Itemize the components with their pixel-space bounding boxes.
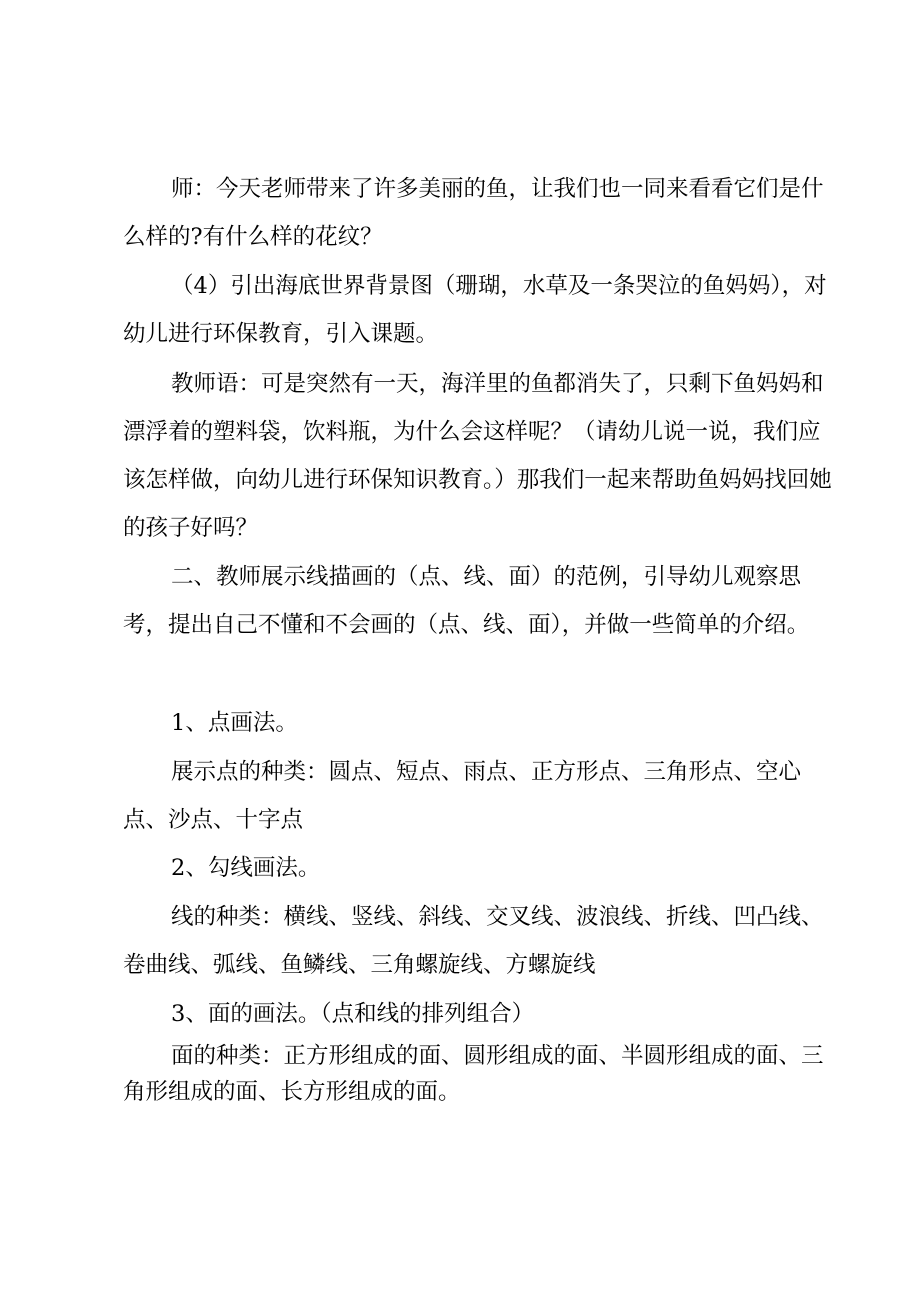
paragraph-surface-types: 面的种类：正方形组成的面、圆形组成的面、半圆形组成的面、三角形组成的面、长方形组成的面。 xyxy=(123,1043,824,1105)
paragraph-dot-types: 展示点的种类：圆点、短点、雨点、正方形点、三角形点、空心点、沙点、十字点 xyxy=(123,759,802,833)
paragraph-teacher-intro: 师：今天老师带来了许多美丽的鱼，让我们也一同来看看它们是什么样的?有什么样的花纹？ xyxy=(123,176,824,250)
paragraph-line-types: 线的种类：横线、竖线、斜线、交叉线、波浪线、折线、凹凸线、卷曲线、弧线、鱼鳞线、三角螺旋线、方螺旋线 xyxy=(123,904,824,978)
paragraph-step-4: （4）引出海底世界背景图（珊瑚，水草及一条哭泣的鱼妈妈），对幼儿进行环保教育，引入课题。 xyxy=(123,273,827,347)
paragraph-teacher-speech: 教师语：可是突然有一天，海洋里的鱼都消失了，只剩下鱼妈妈和漂浮着的塑料袋，饮料瓶，为什么会这样呢？（请幼儿说一说，我们应该怎样做，向幼儿进行环保知识教育。）那我们一起来帮助鱼妈妈找回她的孩子好吗？ xyxy=(123,371,832,541)
paragraph-section-two: 二、教师展示线描画的（点、线、面）的范例，引导幼儿观察思考，提出自己不懂和不会画的（点、线、面），并做一些简单的介绍。 xyxy=(123,564,810,638)
paragraph-dot-method: 1、点画法。 xyxy=(171,710,298,736)
paragraph-surface-method: 3、面的画法。（点和线的排列组合） xyxy=(171,1001,535,1027)
paragraph-line-method: 2、勾线画法。 xyxy=(171,855,321,881)
